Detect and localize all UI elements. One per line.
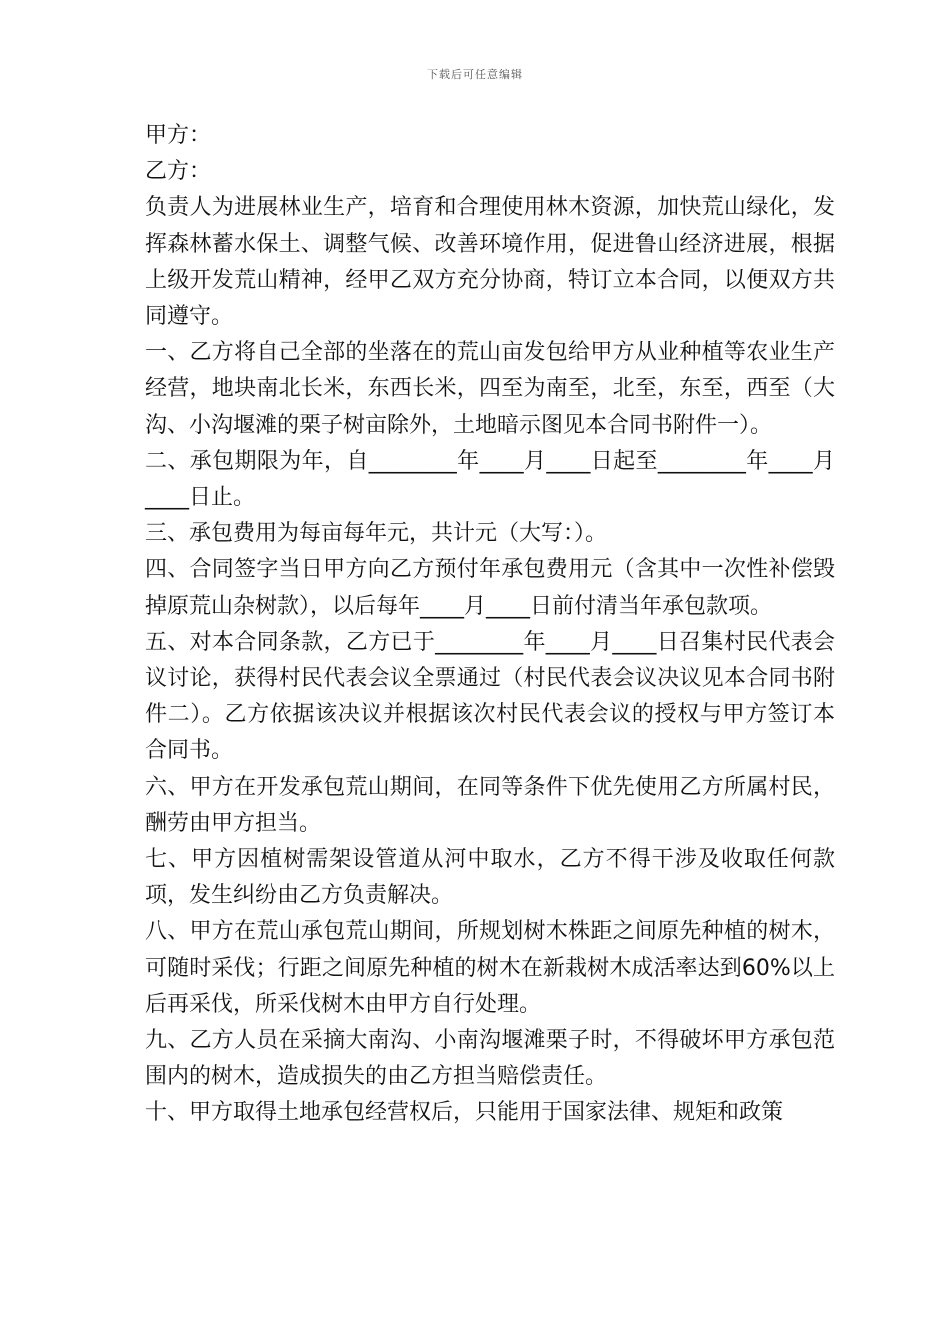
clause-7: 七、甲方因植树需架设管道从河中取水，乙方不得干涉及收取任何款项，发生纠纷由乙方负责解决。 (145, 847, 835, 909)
page-header-note: 下载后可任意编辑 (427, 68, 523, 81)
party-a-line: 甲方： (145, 123, 212, 148)
clause-1: 一、乙方将自己全部的坐落在的荒山亩发包给甲方从业种植等农业生产经营，地块南北长米，东西长米，四至为南至，北至，东至，西至（大沟、小沟堰滩的栗子树亩除外，土地暗示图见本合同书附件一）。 (145, 340, 835, 438)
clause-4: 四、合同签字当日甲方向乙方预付年承包费用元（含其中一次性补偿毁掉原荒山杂树款），以后每年____月____日前付清当年承包款项。 (145, 557, 835, 619)
contract-body (145, 118, 835, 1132)
clause-10: 十、甲方取得土地承包经营权后，只能用于国家法律、规矩和政策 (145, 1100, 784, 1126)
clause-6: 六、甲方在开发承包荒山期间，在同等条件下优先使用乙方所属村民，酬劳由甲方担当。 (145, 774, 835, 836)
clause-8: 八、甲方在荒山承包荒山期间，所规划树木株距之间原先种植的树木，可随时采伐；行距之间原先种植的树木在新栽树木成活率达到60%以上后再采伐，所采伐树木由甲方自行处理。 (145, 919, 835, 1017)
clause-2: 二、承包期限为年，自________年____月____日起至________年____月____日止。 (145, 448, 835, 511)
clause-9: 九、乙方人员在采摘大南沟、小南沟堰滩栗子时，不得破坏甲方承包范围内的树木，造成损失的由乙方担当赔偿责任。 (145, 1028, 835, 1090)
clause-3: 三、承包费用为每亩每年元，共计元（大写：）。 (145, 521, 608, 547)
clause-5: 五、对本合同条款，乙方已于________年____月____日召集村民代表会议讨论，获得村民代表会议全票通过（村民代表会议决议见本合同书附件二）。乙方依据该决议并根据该次村民代表会议的授权与甲方签订本合同书。 (145, 629, 835, 764)
party-b-line: 乙方： (145, 159, 212, 185)
preamble-paragraph: 负责人为进展林业生产，培育和合理使用林木资源，加快荒山绿化，发挥森林蓄水保土、调整气候、改善环境作用，促进鲁山经济进展，根据上级开发荒山精神，经甲乙双方充分协商，特订立本合同，以便双方共同遵守。 (145, 195, 835, 330)
